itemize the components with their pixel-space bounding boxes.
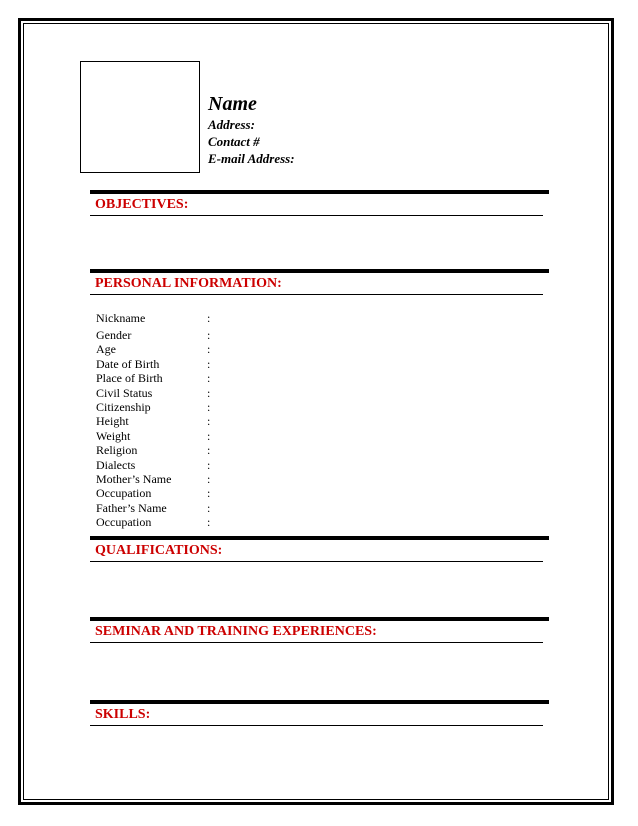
section-rule (90, 269, 549, 273)
personal-info-row (96, 501, 210, 515)
field-label: Civil Status (96, 385, 153, 400)
field-separator: : (207, 472, 211, 487)
personal-info-row (96, 429, 210, 443)
field-label: Weight (96, 428, 131, 443)
field-separator: : (207, 371, 211, 386)
section-skills (90, 700, 549, 726)
section-rule (90, 700, 549, 704)
section-title-skills: SKILLS: (90, 707, 543, 726)
photo-placeholder (80, 61, 200, 173)
section-rule (90, 536, 549, 540)
field-separator: : (207, 515, 211, 530)
field-separator: : (207, 443, 211, 458)
personal-info-row (96, 472, 210, 486)
applicant-name: Name (208, 93, 257, 115)
section-title-objectives: OBJECTIVES: (90, 197, 543, 216)
field-separator: : (207, 500, 211, 515)
section-qualifications (90, 536, 549, 562)
personal-info-row (96, 414, 210, 428)
personal-info-row (96, 357, 210, 371)
contact-header (208, 92, 295, 167)
field-separator: : (207, 457, 211, 472)
field-label: Date of Birth (96, 356, 160, 371)
section-rule (90, 617, 549, 621)
personal-info-row (96, 486, 210, 500)
field-separator: : (207, 342, 211, 357)
personal-info-row (96, 342, 210, 356)
field-label: Age (96, 342, 116, 357)
field-separator: : (207, 428, 211, 443)
field-label: Place of Birth (96, 371, 163, 386)
section-seminar-training (90, 617, 549, 643)
field-separator: : (207, 356, 211, 371)
field-label: Religion (96, 443, 138, 458)
personal-info-row (96, 386, 210, 400)
personal-info-row (96, 515, 210, 529)
contact-label: Contact # (208, 134, 260, 149)
field-separator: : (207, 400, 211, 415)
field-separator: : (207, 385, 211, 400)
personal-info-row (96, 458, 210, 472)
section-objectives (90, 190, 549, 216)
section-title-personal-information: PERSONAL INFORMATION: (90, 276, 543, 295)
section-personal-information (90, 269, 549, 295)
personal-info-table (96, 311, 210, 530)
field-label: Father’s Name (96, 500, 167, 515)
field-separator: : (207, 311, 211, 325)
field-label: Height (96, 414, 129, 429)
field-separator: : (207, 414, 211, 429)
field-label: Citizenship (96, 400, 151, 415)
field-label: Nickname (96, 311, 146, 325)
personal-info-row (96, 328, 210, 342)
field-label: Occupation (96, 486, 152, 501)
field-label: Gender (96, 328, 132, 342)
personal-info-row (96, 311, 210, 328)
personal-info-row (96, 443, 210, 457)
email-label: E-mail Address: (208, 151, 295, 166)
field-separator: : (207, 328, 211, 342)
field-separator: : (207, 486, 211, 501)
section-title-qualifications: QUALIFICATIONS: (90, 543, 543, 562)
section-rule (90, 190, 549, 194)
address-label: Address: (208, 117, 255, 132)
personal-info-row (96, 400, 210, 414)
personal-info-row (96, 371, 210, 385)
section-title-seminar-training: SEMINAR AND TRAINING EXPERIENCES: (90, 624, 543, 643)
field-label: Occupation (96, 515, 152, 530)
field-label: Dialects (96, 457, 136, 472)
field-label: Mother’s Name (96, 472, 172, 487)
